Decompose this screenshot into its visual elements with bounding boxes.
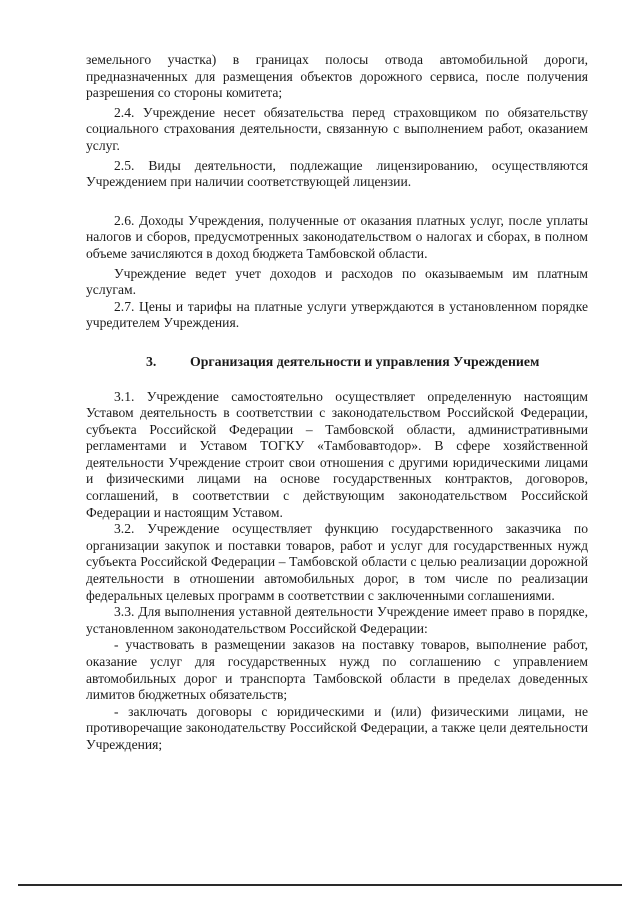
- paragraph-land-plot: земельного участка) в границах полосы отвода автомобильной дороги, предназначенных для размещения объектов дорожного сервиса, после получения разрешения со стороны комитета;: [86, 52, 588, 101]
- paragraph-3-3-item-contracts: - заключать договоры с юридическими и (или) физическими лицами, не противоречащие законодательству Российской Федерации, а также цели деятельности Учреждения;: [86, 703, 588, 752]
- section-3-title: Организация деятельности и управления Учреждением: [190, 353, 540, 369]
- section-3-heading: [86, 354, 588, 371]
- paragraph-2-6: 2.6. Доходы Учреждения, полученные от оказания платных услуг, после уплаты налогов и сборов, предусмотренных законодательством о налогах и сборах, в полном объеме зачисляются в доход бюджета Тамбовской области.: [86, 212, 588, 261]
- section-3-number: 3.: [146, 353, 157, 369]
- paragraph-2-7: 2.7. Цены и тарифы на платные услуги утверждаются в установленном порядке учредителем Учреждения.: [86, 298, 588, 331]
- paragraph-3-3-item-orders: - участвовать в размещении заказов на поставку товаров, выполнение работ, оказание услуг для государственных нужд по соглашению с управлением автомобильных дорог и транспорта Тамбовской области в пределах доведенных лимитов бюджетных обязательств;: [86, 637, 588, 703]
- paragraph-3-3: 3.3. Для выполнения уставной деятельности Учреждение имеет право в порядке, установленном законодательством Российской Федерации:: [86, 604, 588, 636]
- paragraph-3-1: 3.1. Учреждение самостоятельно осуществляет определенную настоящим Уставом деятельность в соответствии с законодательством Российской Федерации, субъекта Российской Федерации – Тамбовской области, административными регламентами и Уставом ТОГКУ «Тамбовавтодор». В сфере хозяйственной деятельности Учреждение строит свои отношения с другими юридическими лицами и физическими лицами на основе государственных контрактов, договоров, соглашений, в соответствии с действующим законодательством Российской Федерации и настоящим Уставом.: [86, 388, 588, 520]
- page-bottom-rule: [18, 884, 622, 886]
- paragraph-2-5: 2.5. Виды деятельности, подлежащие лицензированию, осуществляются Учреждением при наличии соответствующей лицензии.: [86, 157, 588, 190]
- paragraph-2-4: 2.4. Учреждение несет обязательства перед страховщиком по обязательству социального страхования деятельности, связанную с выполнением работ, оказанием услуг.: [86, 104, 588, 153]
- paragraph-2-6-accounting: Учреждение ведет учет доходов и расходов по оказываемым им платным услугам.: [86, 265, 588, 298]
- document-page: [86, 52, 588, 754]
- paragraph-3-2: 3.2. Учреждение осуществляет функцию государственного заказчика по организации закупок и поставки товаров, работ и услуг для государственных нужд субъекта Российской Федерации – Тамбовской области с целью реализации дорожной деятельности в отношении автомобильных дорог, в том числе по реализации федеральных целевых программ в соответствии с заключенными соглашениями.: [86, 521, 588, 603]
